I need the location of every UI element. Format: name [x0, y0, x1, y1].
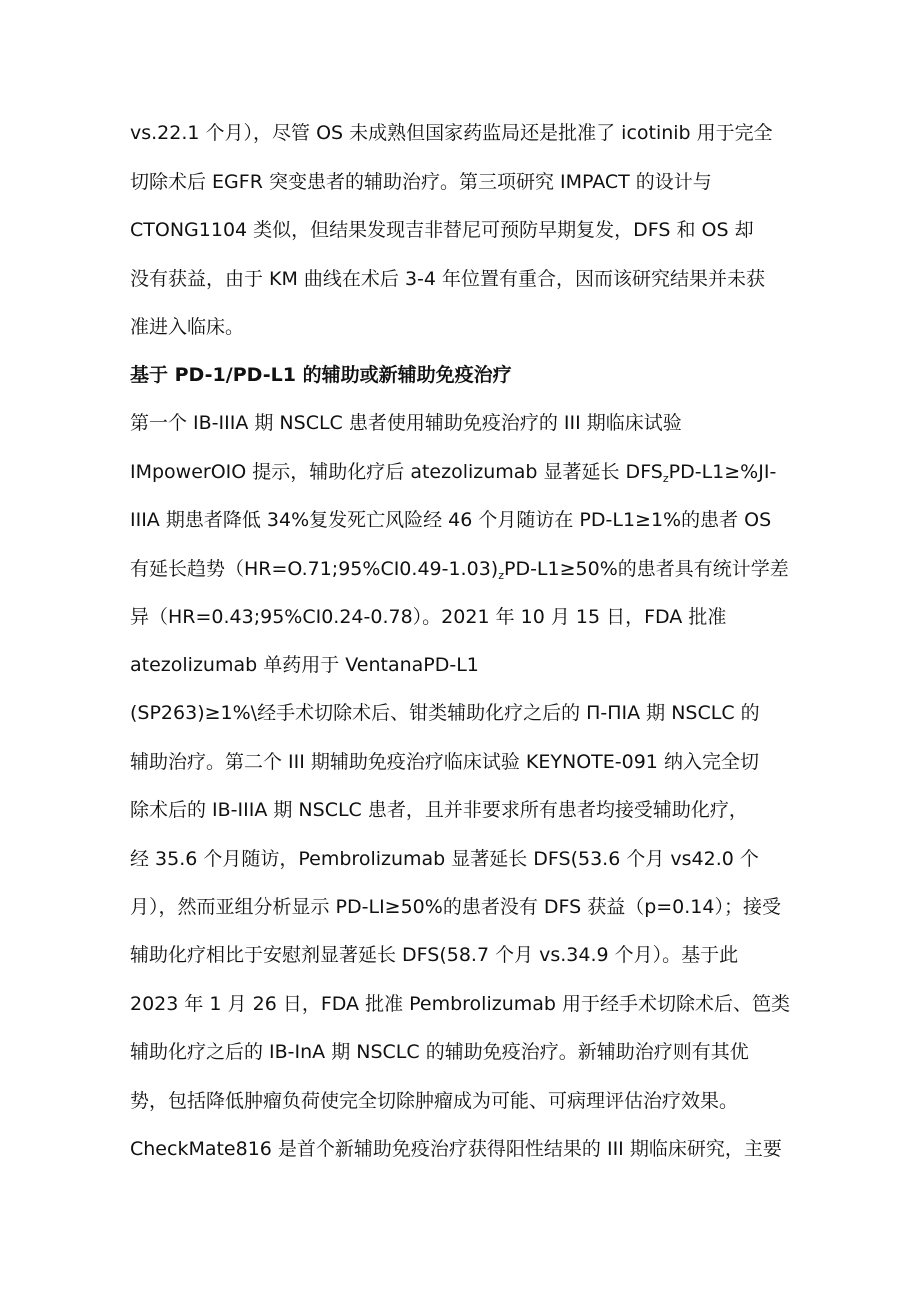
- paragraph-line: 准进入临床。: [130, 316, 245, 338]
- paragraph-line: (SP263)≥1%\经手术切除术后、钳类辅助化疗之后的 П-ПIA 期 NSCLC 的: [130, 702, 760, 724]
- paragraph-line: IIIA 期患者降低 34%复发死亡风险经 46 个月随访在 PD-L1≥1%的患者 OS: [130, 509, 772, 531]
- paragraph-line: [130, 459, 776, 492]
- text-segment: 有延长趋势（HR=O.71;95%CI0.49-1.03): [130, 558, 499, 580]
- paragraph-line: [130, 556, 789, 589]
- paragraph-line: CheckMate816 是首个新辅助免疫治疗获得阳性结果的 III 期临床研究，主要: [130, 1138, 782, 1160]
- paragraph-line: 2023 年 1 月 26 日，FDA 批准 Pembrolizumab 用于经手术切除术后、笆类: [130, 993, 791, 1015]
- paragraph-line: CTONG1104 类似，但结果发现吉非替尼可预防早期复发，DFS 和 OS 却: [130, 219, 754, 241]
- text-segment: PD-L1≥%JI-: [668, 461, 777, 483]
- paragraph-line: 除术后的 IB-IIIA 期 NSCLC 患者，且并非要求所有患者均接受辅助化疗，: [130, 799, 748, 821]
- paragraph-line: atezolizumab 单药用于 VentanaPD-L1: [130, 654, 479, 676]
- text-segment: IMpowerOIO 提示，辅助化疗后 atezolizumab 显著延长 DFS: [130, 461, 663, 483]
- paragraph-line: 辅助治疗。第二个 III 期辅助免疫治疗临床试验 KEYNOTE-091 纳入完全切: [130, 751, 759, 773]
- text-segment: PD-L1≥50%的患者具有统计学差: [503, 558, 789, 580]
- section-heading: 基于 PD-1/PD-L1 的辅助或新辅助免疫治疗: [130, 364, 512, 386]
- paragraph-line: 辅助化疗相比于安慰剂显著延长 DFS(58.7 个月 vs.34.9 个月）。基于此: [130, 944, 739, 966]
- subscript: z: [662, 472, 669, 485]
- paragraph-line: 经 35.6 个月随访，Pembrolizumab 显著延长 DFS(53.6 个月 vs42.0 个: [130, 848, 759, 870]
- paragraph-line: 异（HR=0.43;95%CI0.24-0.78）。2021 年 10 月 15 日，FDA 批准: [130, 606, 727, 628]
- paragraph-line: 第一个 IB-IIIA 期 NSCLC 患者使用辅助免疫治疗的 III 期临床试验: [130, 412, 682, 434]
- subscript: z: [498, 569, 504, 582]
- paragraph-line: vs.22.1 个月），尽管 OS 未成熟但国家药监局还是批准了 icotinib 用于完全: [130, 122, 773, 144]
- paragraph-line: 辅助化疗之后的 IB-InA 期 NSCLC 的辅助免疫治疗。新辅助治疗则有其优: [130, 1041, 749, 1063]
- paragraph-line: 切除术后 EGFR 突变患者的辅助治疗。第三项研究 IMPACT 的设计与: [130, 171, 712, 193]
- paragraph-line: 势，包括降低肿瘤负荷使完全切除肿瘤成为可能、可病理评估治疗效果。: [130, 1090, 739, 1112]
- paragraph-line: 月），然而亚组分析显示 PD-LI≥50%的患者没有 DFS 获益（p=0.14）；接受: [130, 896, 781, 918]
- paragraph-line: 没有获益，由于 KM 曲线在术后 3-4 年位置有重合，因而该研究结果并未获: [130, 268, 766, 290]
